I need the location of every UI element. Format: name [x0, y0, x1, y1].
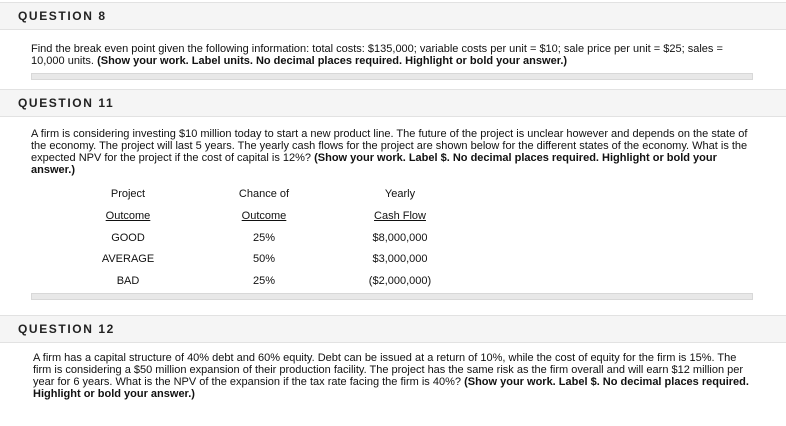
header-outcome: Outcome — [105, 210, 151, 222]
question-11-instructions: (Show your work. Label $. No decimal places required. Highlight or bold your answer.) — [31, 152, 717, 176]
cash-flow-table — [0, 186, 786, 286]
question-8-body — [31, 43, 756, 67]
question-12-instructions: (Show your work. Label $. No decimal places required. Highlight or bold your answer.) — [33, 376, 749, 400]
question-11-title: QUESTION 11 — [18, 96, 115, 110]
question-11-header — [0, 89, 786, 117]
row-cash-flow: $3,000,000 — [372, 253, 428, 265]
question-11-body — [31, 128, 751, 176]
question-12-header — [0, 315, 786, 343]
answer-box-8[interactable] — [31, 73, 753, 80]
row-outcome: BAD — [116, 275, 140, 287]
row-chance: 50% — [252, 253, 276, 265]
question-8-text: Find the break even point given the following information: total costs: $135,000; variable costs per unit = $10; sale price per unit = $25; sales = 10,000 units. — [31, 43, 723, 67]
question-12-text: A firm has a capital structure of 40% debt and 60% equity. Debt can be issued at a return of 10%, while the cost of equity for the firm is 15%. The firm is considering a $50 million expansion of their production facility. The project has the same risk as the firm overall and will earn $12 million per year for 6 years. What is the NPV of the expansion if the tax rate facing the firm is 40%? — [33, 352, 744, 388]
header-cash-flow: Cash Flow — [374, 210, 426, 222]
row-outcome: AVERAGE — [101, 253, 155, 265]
question-8-title: QUESTION 8 — [18, 9, 107, 23]
row-chance: 25% — [252, 275, 276, 287]
question-11-text: A firm is considering investing $10 million today to start a new product line. The future of the project is unclear however and depends on the state of the economy. The project will last 5 years. The yearly cash flows for the project are shown below for the different states of the economy. What is the expected NPV for the project if the cost of capital is 12%? — [31, 128, 748, 164]
header-yearly: Yearly — [384, 188, 416, 200]
row-cash-flow: $8,000,000 — [372, 232, 428, 244]
question-12-body — [33, 352, 753, 400]
row-cash-flow: ($2,000,000) — [368, 275, 432, 287]
header-project: Project — [110, 188, 146, 200]
answer-box-11[interactable] — [31, 293, 753, 300]
header-chance: Chance of — [238, 188, 290, 200]
question-8-header — [0, 2, 786, 30]
question-12-title: QUESTION 12 — [18, 322, 115, 336]
row-chance: 25% — [252, 232, 276, 244]
row-outcome: GOOD — [111, 232, 145, 244]
header-chance-outcome: Outcome — [241, 210, 287, 222]
question-8-instructions: (Show your work. Label units. No decimal places required. Highlight or bold your answer.) — [97, 55, 568, 67]
